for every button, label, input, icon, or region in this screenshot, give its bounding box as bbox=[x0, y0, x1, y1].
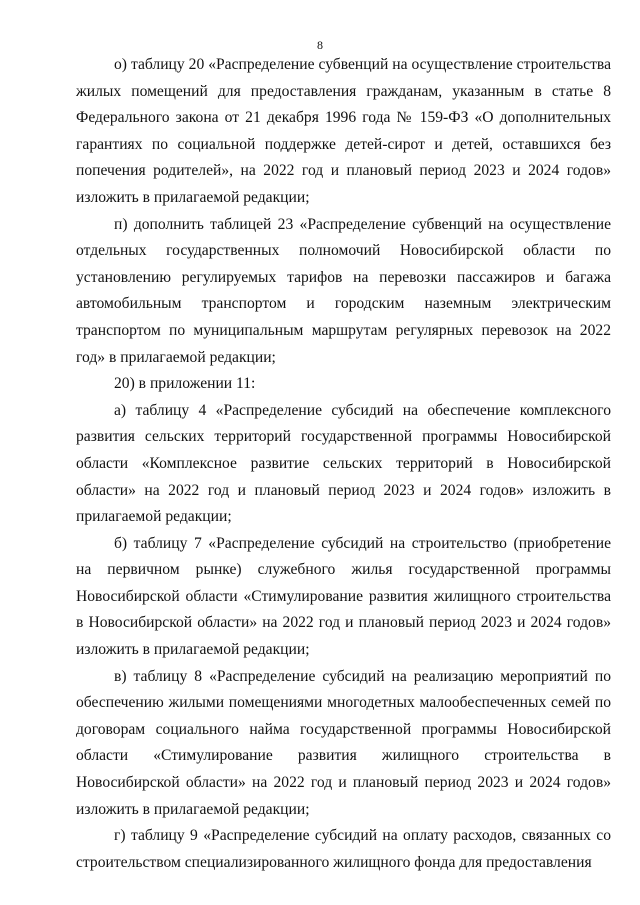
paragraph-20-appendix-11: 20) в приложении 11: bbox=[114, 375, 256, 393]
paragraph-a-table-4: а) таблицу 4 «Распределение субсидий на обеспечение комплексного развития сельских территорий государственной программы Новосибирской области «Комплексное развитие сельских территорий в Новосибирской области» на 2022 год и плановый период 2023 и 2024 годов» изложить в прилагаемой редакции; bbox=[76, 401, 611, 526]
page-number: 8 bbox=[317, 38, 323, 52]
paragraph-o-table-20: о) таблицу 20 «Распределение субвенций на осуществление строительства жилых помещений для предоставления гражданам, указанным в статье 8 Федерального закона от 21 декабря 1996 года № 159-ФЗ «О дополнительных гарантиях по социальной поддержке детей-сирот и детей, оставшихся без попечения родителей», на 2022 год и плановый период 2023 и 2024 годов» изложить в прилагаемой редакции; bbox=[76, 56, 611, 206]
paragraph-g-table-9: г) таблицу 9 «Распределение субсидий на оплату расходов, связанных со строительством специализированного жилищного фонда для предоставления bbox=[76, 827, 611, 871]
paragraph-b-table-7: б) таблицу 7 «Распределение субсидий на строительство (приобретение на первичном рынке) служебного жилья государственной программы Новосибирской области «Стимулирование развития жилищного строительства в Новосибирской области» на 2022 год и плановый период 2023 и 2024 годов» изложить в прилагаемой редакции; bbox=[76, 534, 611, 659]
paragraph-p-table-23: п) дополнить таблицей 23 «Распределение субвенций на осуществление отдельных государственных полномочий Новосибирской области по установлению регулируемых тарифов на перевозки пассажиров и багажа автомобильным транспортом и городским наземным электрическим транспортом по муниципальным маршрутам регулярных перевозок на 2022 год» в прилагаемой редакции; bbox=[76, 215, 611, 366]
document-body bbox=[76, 52, 611, 876]
paragraph-v-table-8: в) таблицу 8 «Распределение субсидий на реализацию мероприятий по обеспечению жилыми помещениями многодетных малообеспеченных семей по договорам социального найма государственной программы Новосибирской области «Стимулирование развития жилищного строительства в Новосибирской области» на 2022 год и плановый период 2023 и 2024 годов» изложить в прилагаемой редакции; bbox=[76, 667, 611, 818]
